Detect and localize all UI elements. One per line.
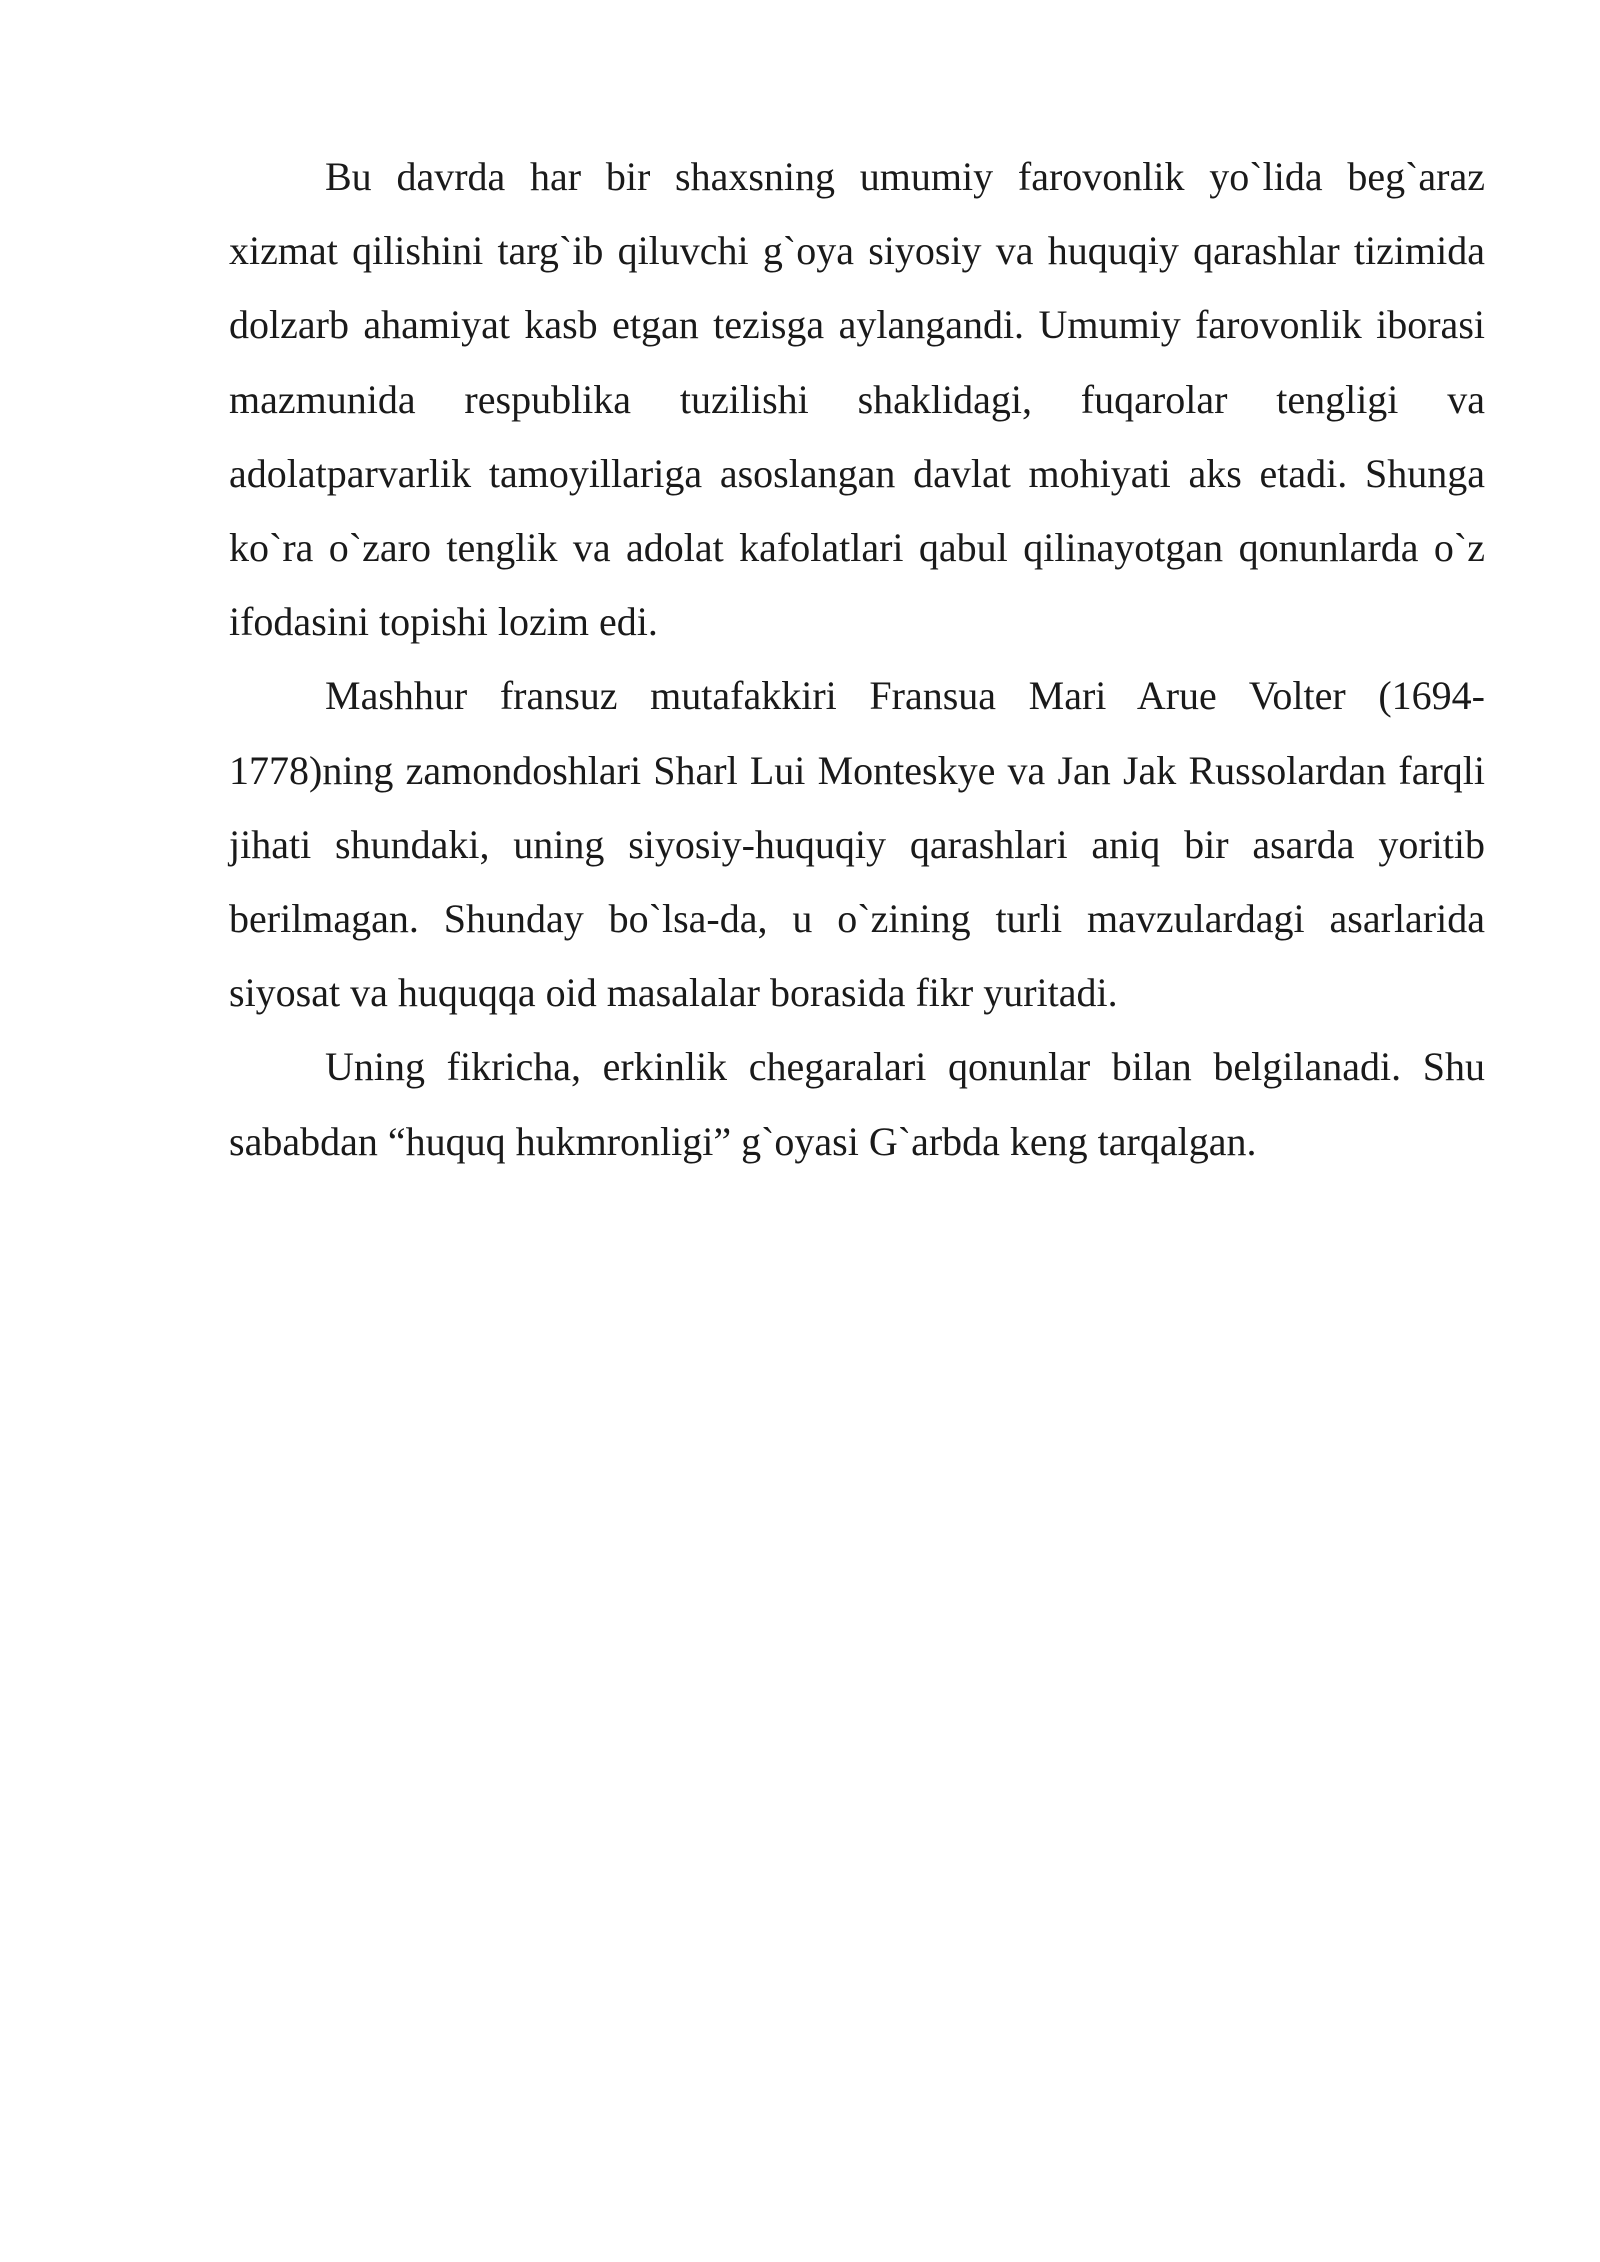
paragraph-3: Uning fikricha, erkinlik chegaralari qonunlar bilan belgilanadi. Shu sababdan “huquq hukmronligi” g`oyasi G`arbda keng tarqalgan. (229, 1044, 1485, 1164)
paragraph-2: Mashhur fransuz mutafakkiri Fransua Mari Arue Volter (1694-1778)ning zamondoshlari Sharl Lui Monteskye va Jan Jak Russolardan farqli jihati shundaki, uning siyosiy-huquqiy qarashlari aniq bir asarda yoritib berilmagan. Shunday bo`lsa-da, u o`zining turli mavzulardagi asarlarida siyosat va huquqqa oid masalalar borasida fikr yuritadi. (229, 673, 1485, 1016)
paragraph-1: Bu davrda har bir shaxsning umumiy farovonlik yo`lida beg`araz xizmat qilishini targ`ib qiluvchi g`oya siyosiy va huquqiy qarashlar tizimida dolzarb ahamiyat kasb etgan tezisga aylangandi. Umumiy farovonlik iborasi mazmunida respublika tuzilishi shaklidagi, fuqarolar tengligi va adolatparvarlik tamoyillariga asoslangan davlat mohiyati aks etadi. Shunga ko`ra o`zaro tenglik va adolat kafolatlari qabul qilinayotgan qonunlarda o`z ifodasini topishi lozim edi. (229, 154, 1485, 645)
body-text (229, 140, 1485, 1179)
